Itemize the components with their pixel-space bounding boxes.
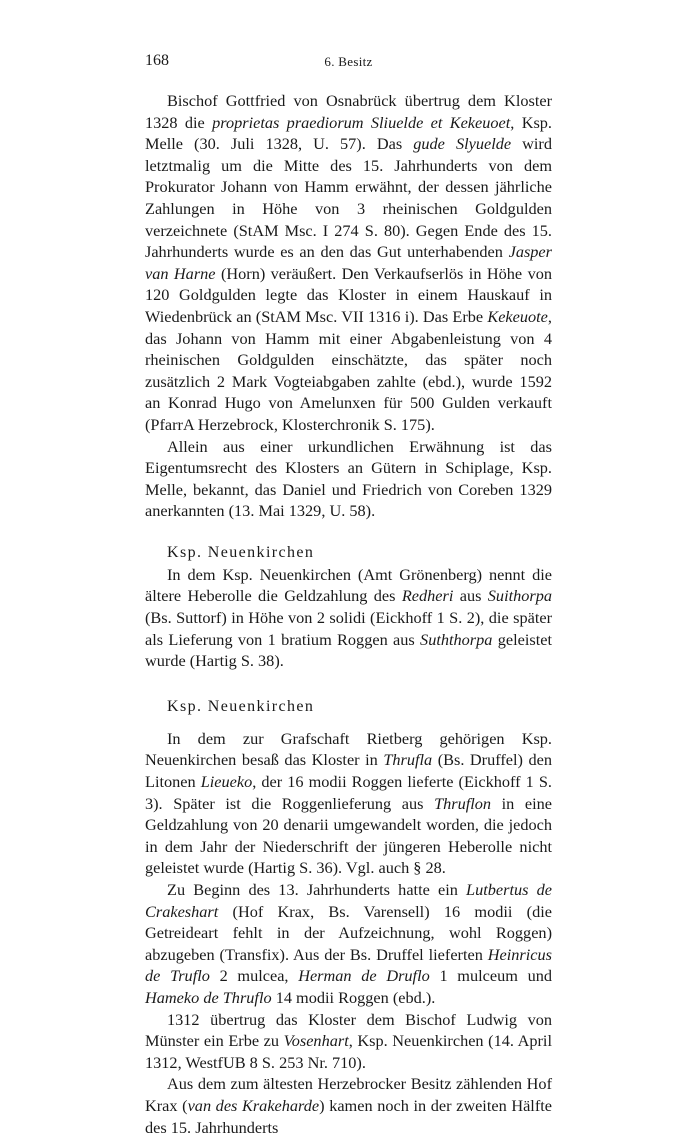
page-header	[145, 52, 552, 74]
paragraph	[145, 564, 552, 672]
text-run: 1312 übertrug das Kloster dem Bischof Ludwig von Münster ein Erbe zu	[145, 1009, 552, 1051]
text-run: , das Johann von Hamm mit einer Abgabenleistung von 4 rheinischen Goldgulden einschätzte, das später noch zusätzlich 2 Mark Vogteiabgaben zahlte (ebd.), wurde 1592 an Konrad Hugo von Amelunxen für 500 Gulden verkauft (PfarrA Herzebrock, Klosterchronik S. 175).	[145, 306, 552, 434]
paragraph	[145, 1073, 552, 1138]
text-run: , der 16 modii Roggen lieferte (Eickhoff 1 S. 3). Später ist die Roggenlieferung aus	[145, 772, 553, 813]
section-heading: Ksp. Neuenkirchen	[167, 697, 315, 715]
text-run: 1 mulceum und	[429, 966, 552, 986]
italic-term: Lutbertus de Crakeshart	[145, 880, 552, 921]
text-run: Zu Beginn des 13. Jahrhunderts hatte ein	[167, 880, 467, 899]
text-run: (Hof Krax, Bs. Varensell) 16 modii (die Getreideart fehlt in der Aufzeichnung, wohl Roggen) abzugeben (Transfix). Aus der Bs. Druffel lieferten	[145, 901, 552, 964]
italic-term: Redheri	[401, 586, 454, 606]
italic-term: Thruflon	[434, 793, 492, 813]
running-title: 6. Besitz	[324, 54, 373, 69]
italic-term: Suithorpa	[487, 586, 553, 606]
page-body	[145, 90, 552, 1138]
section-heading: Ksp. Neuenkirchen	[167, 543, 315, 561]
italic-term: Suththorpa	[420, 629, 493, 649]
italic-term: Herman de Druflo	[298, 966, 430, 986]
text-run: wird letztmalig um die Mitte des 15. Jahrhunderts von dem Prokurator Johann von Hamm erwähnt, der dessen jährliche Zahlungen in Höhe von 3 rheinischen Goldgulden verzeichnete (StAM Msc. I 274 S. 80). Gegen Ende des 15. Jahrhunderts wurde es an den das Gut unterhabenden	[145, 134, 552, 262]
paragraph	[145, 728, 552, 879]
page-number: 168	[145, 52, 169, 69]
italic-term: Lieueko	[200, 772, 253, 792]
text-run: Aus dem zum ältesten Herzebrocker Besitz zählenden Hof Krax (	[145, 1074, 552, 1115]
text-run: 2 mulcea,	[209, 966, 299, 986]
paragraph	[145, 879, 552, 1009]
italic-term: Heinricus de Truflo	[145, 944, 552, 986]
text-run: aus	[453, 586, 488, 606]
text-run: (Bs. Suttorf) in Höhe von 2 solidi (Eickhoff 1 S. 2), die später als Lieferung von 1 bratium Roggen aus	[145, 608, 552, 649]
text-run: Allein aus einer urkundlichen Erwähnung ist das Eigentumsrecht des Klosters an Gütern in Schiplage, Ksp. Melle, bekannt, das Daniel und Friedrich von Coreben 1329 anerkannten (13. Mai 1329, U. 58).	[145, 436, 552, 521]
text-run: ) kamen noch in der zweiten Hälfte des 15. Jahrhunderts	[145, 1095, 552, 1137]
text-run: In dem zur Grafschaft Rietberg gehörigen Ksp. Neuenkirchen besaß das Kloster in	[145, 728, 552, 770]
paragraph	[145, 1009, 552, 1074]
italic-term: Vosenhart	[283, 1031, 349, 1051]
italic-term: proprietas praediorum Sliuelde et Kekeuoet	[212, 112, 511, 132]
text-run: In dem Ksp. Neuenkirchen (Amt Grönenberg) nennt die ältere Heberolle die Geldzahlung des	[145, 564, 552, 606]
italic-term: gude Slyuelde	[413, 134, 512, 154]
italic-term: Hameko de Thruflo	[145, 987, 272, 1007]
text-run: , Ksp. Melle (30. Juli 1328, U. 57). Das	[145, 112, 552, 154]
text-run: in eine Geldzahlung von 20 denarii umgewandelt worden, die jedoch in dem Jahr der Niederschrift der jüngeren Heberolle nicht geleistet wurde (Hartig S. 36). Vgl. auch § 28.	[145, 793, 553, 878]
italic-term: Kekeuote	[487, 306, 548, 326]
italic-term: van des Krakeharde	[187, 1095, 320, 1115]
italic-term: Thrufla	[383, 750, 433, 770]
text-run: geleistet wurde (Hartig S. 38).	[145, 629, 552, 671]
paragraph	[145, 90, 552, 436]
text-run: 14 modii Roggen (ebd.).	[271, 987, 436, 1007]
text-run: , Ksp. Neuenkirchen (14. April 1312, WestfUB 8 S. 253 Nr. 710).	[145, 1031, 552, 1072]
text-run: (Horn) veräußert. Den Verkaufserlös in Höhe von 120 Goldgulden legte das Kloster in einem Hauskauf in Wiedenbrück an (StAM Msc. VII 1316 i). Das Erbe	[145, 263, 552, 326]
paragraph	[145, 436, 552, 522]
text-run: (Bs. Druffel) den Litonen	[145, 750, 552, 792]
text-run: Bischof Gottfried von Osnabrück übertrug dem Kloster 1328 die	[145, 91, 552, 132]
italic-term: Jasper van Harne	[145, 242, 552, 283]
